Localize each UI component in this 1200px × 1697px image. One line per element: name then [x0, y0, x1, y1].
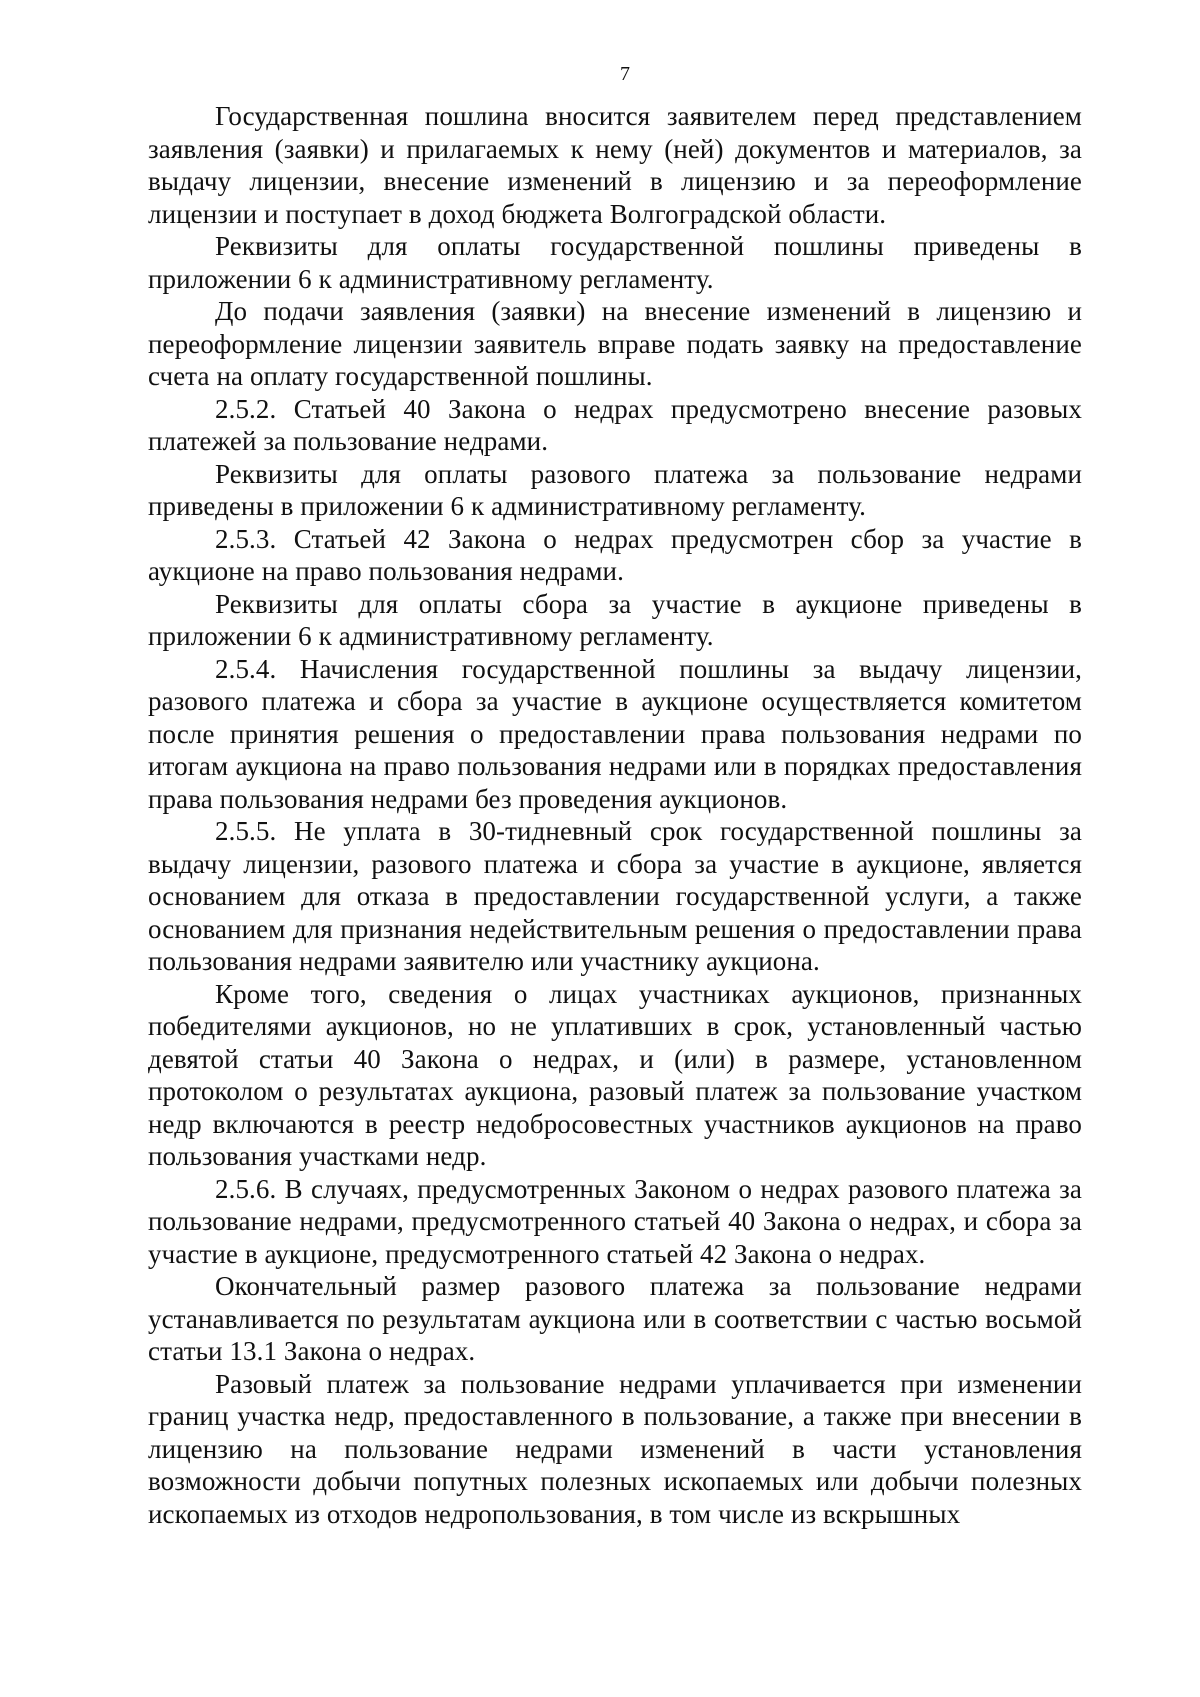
paragraph-unfair-participants-registry: Кроме того, сведения о лицах участниках аукционов, признанных победителями аукционов, но не уплативших в срок, установленный частью девятой статьи 40 Закона о недрах, и (или) в размере, установленном протоколом о результатах аукциона, разовый платеж за пользование участком недр включаются в реестр недобросовестных участников аукционов на право пользования участками недр.	[148, 978, 1082, 1171]
paragraph-auction-fee-requisites: Реквизиты для оплаты сбора за участие в аукционе приведены в приложении 6 к административному регламенту.	[148, 588, 1082, 651]
paragraph-2-5-4: 2.5.4. Начисления государственной пошлины за выдачу лицензии, разового платежа и сбора за участие в аукционе осуществляется комитетом после принятия решения о предоставлении права пользования недрами по итогам аукциона на право пользования недрами или в порядках предоставления права пользования недрами без проведения аукционов.	[148, 653, 1082, 814]
page-number: 7	[620, 63, 630, 85]
paragraph-2-5-2: 2.5.2. Статьей 40 Закона о недрах предусмотрено внесение разовых платежей за пользование недрами.	[148, 393, 1082, 456]
document-body	[148, 100, 1082, 1530]
paragraph-payment-on-boundary-change: Разовый платеж за пользование недрами уплачивается при изменении границ участка недр, предоставленного в пользование, а также при внесении в лицензию на пользование недрами изменений в части установления возможности добычи попутных полезных ископаемых или добычи полезных ископаемых из отходов недропользования, в том числе из вскрышных	[148, 1368, 1082, 1529]
paragraph-final-payment-amount: Окончательный размер разового платежа за пользование недрами устанавливается по результатам аукциона или в соответствии с частью восьмой статьи 13.1 Закона о недрах.	[148, 1271, 1082, 1366]
paragraph-2-5-6: 2.5.6. В случаях, предусмотренных Законом о недрах разового платежа за пользование недрами, предусмотренного статьей 40 Закона о недрах, и сбора за участие в аукционе, предусмотренного статьей 42 Закона о недрах.	[148, 1173, 1082, 1269]
paragraph-2-5-3: 2.5.3. Статьей 42 Закона о недрах предусмотрен сбор за участие в аукционе на право пользования недрами.	[148, 523, 1082, 586]
paragraph-one-time-payment-requisites: Реквизиты для оплаты разового платежа за пользование недрами приведены в приложении 6 к административному регламенту.	[148, 458, 1082, 521]
paragraph-invoice-request: До подачи заявления (заявки) на внесение изменений в лицензию и переоформление лицензии заявитель вправе подать заявку на предоставление счета на оплату государственной пошлины.	[148, 296, 1082, 391]
paragraph-duty-requisites: Реквизиты для оплаты государственной пошлины приведены в приложении 6 к административному регламенту.	[148, 231, 1082, 294]
paragraph-state-duty: Государственная пошлина вносится заявителем перед представлением заявления (заявки) и прилагаемых к нему (ней) документов и материалов, за выдачу лицензии, внесение изменений в лицензию и за переоформление лицензии и поступает в доход бюджета Волгоградской области.	[148, 101, 1082, 229]
paragraph-2-5-5: 2.5.5. Не уплата в 30-тидневный срок государственной пошлины за выдачу лицензии, разового платежа и сбора за участие в аукционе, является основанием для отказа в предоставлении государственной услуги, а также основанием для признания недействительным решения о предоставлении права пользования недрами заявителю или участнику аукциона.	[148, 816, 1082, 976]
